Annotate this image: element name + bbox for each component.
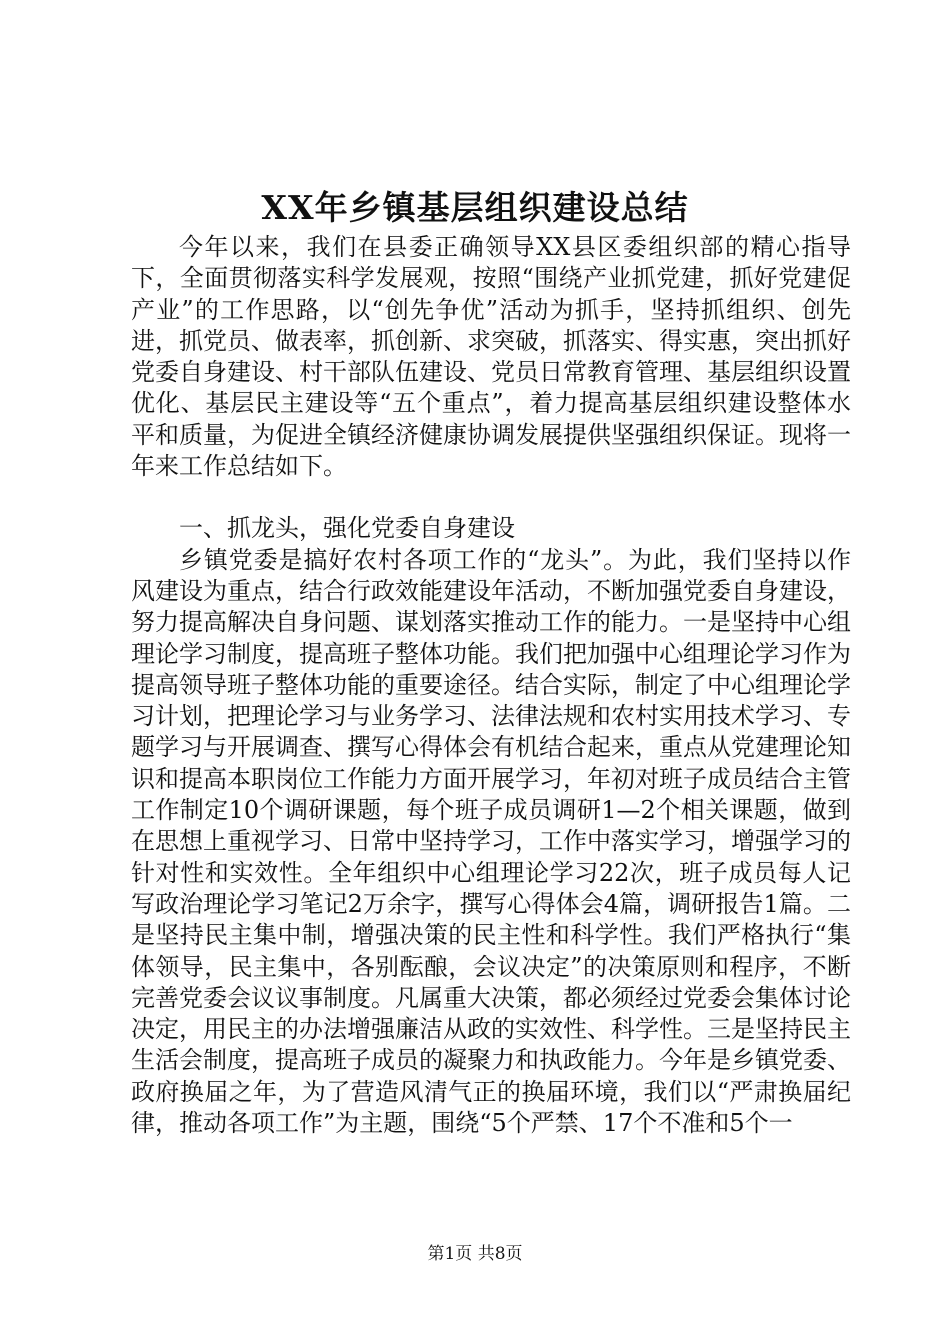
section-heading: 一、抓龙头，强化党委自身建设 (179, 514, 515, 543)
intro-paragraph: 今年以来，我们在县委正确领导XX县区委组织部的精心指导下，全面贯彻落实科学发展观，按照“围绕产业抓党建，抓好党建促产业”的工作思路，以“创先争优”活动为抓手，坚持抓组织、创先进，抓党员、做表率，抓创新、求突破，抓落实、得实惠，突出抓好党委自身建设、村干部队伍建设、党员日常教育管理、基层组织设置优化、基层民主建设等“五个重点”，着力提高基层组织建设整体水平和质量，为促进全镇经济健康协调发展提供坚强组织保证。现将一年来工作总结如下。 (131, 233, 851, 481)
page-number: 第1页 共8页 (427, 1244, 523, 1264)
document-title: XX年乡镇基层组织建设总结 (261, 188, 689, 227)
document-body (131, 232, 851, 1139)
paragraph-gap (131, 482, 851, 513)
section-paragraph: 乡镇党委是搞好农村各项工作的“龙头”。为此，我们坚持以作风建设为重点，结合行政效能建设年活动，不断加强党委自身建设，努力提高解决自身问题、谋划落实推动工作的能力。一是坚持中心组理论学习制度，提高班子整体功能。我们把加强中心组理论学习作为提高领导班子整体功能的重要途径。结合实际，制定了中心组理论学习计划，把理论学习与业务学习、法律法规和农村实用技术学习、专题学习与开展调查、撰写心得体会有机结合起来，重点从党建理论知识和提高本职岗位工作能力方面开展学习，年初对班子成员结合主管工作制定10个调研课题，每个班子成员调研1—2个相关课题，做到在思想上重视学习、日常中坚持学习，工作中落实学习，增强学习的针对性和实效性。全年组织中心组理论学习22次，班子成员每人记写政治理论学习笔记2万余字，撰写心得体会4篇，调研报告1篇。二是坚持民主集中制，增强决策的民主性和科学性。我们严格执行“集体领导，民主集中，各别酝酿，会议决定”的决策原则和程序，不断完善党委会议议事制度。凡属重大决策，都必须经过党委会集体讨论决定，用民主的办法增强廉洁从政的实效性、科学性。三是坚持民主生活会制度，提高班子成员的凝聚力和执政能力。今年是乡镇党委、政府换届之年，为了营造风清气正的换届环境，我们以“严肃换届纪律，推动各项工作”为主题，围绕“5个严禁、17个不准和5个一 (131, 545, 851, 1138)
